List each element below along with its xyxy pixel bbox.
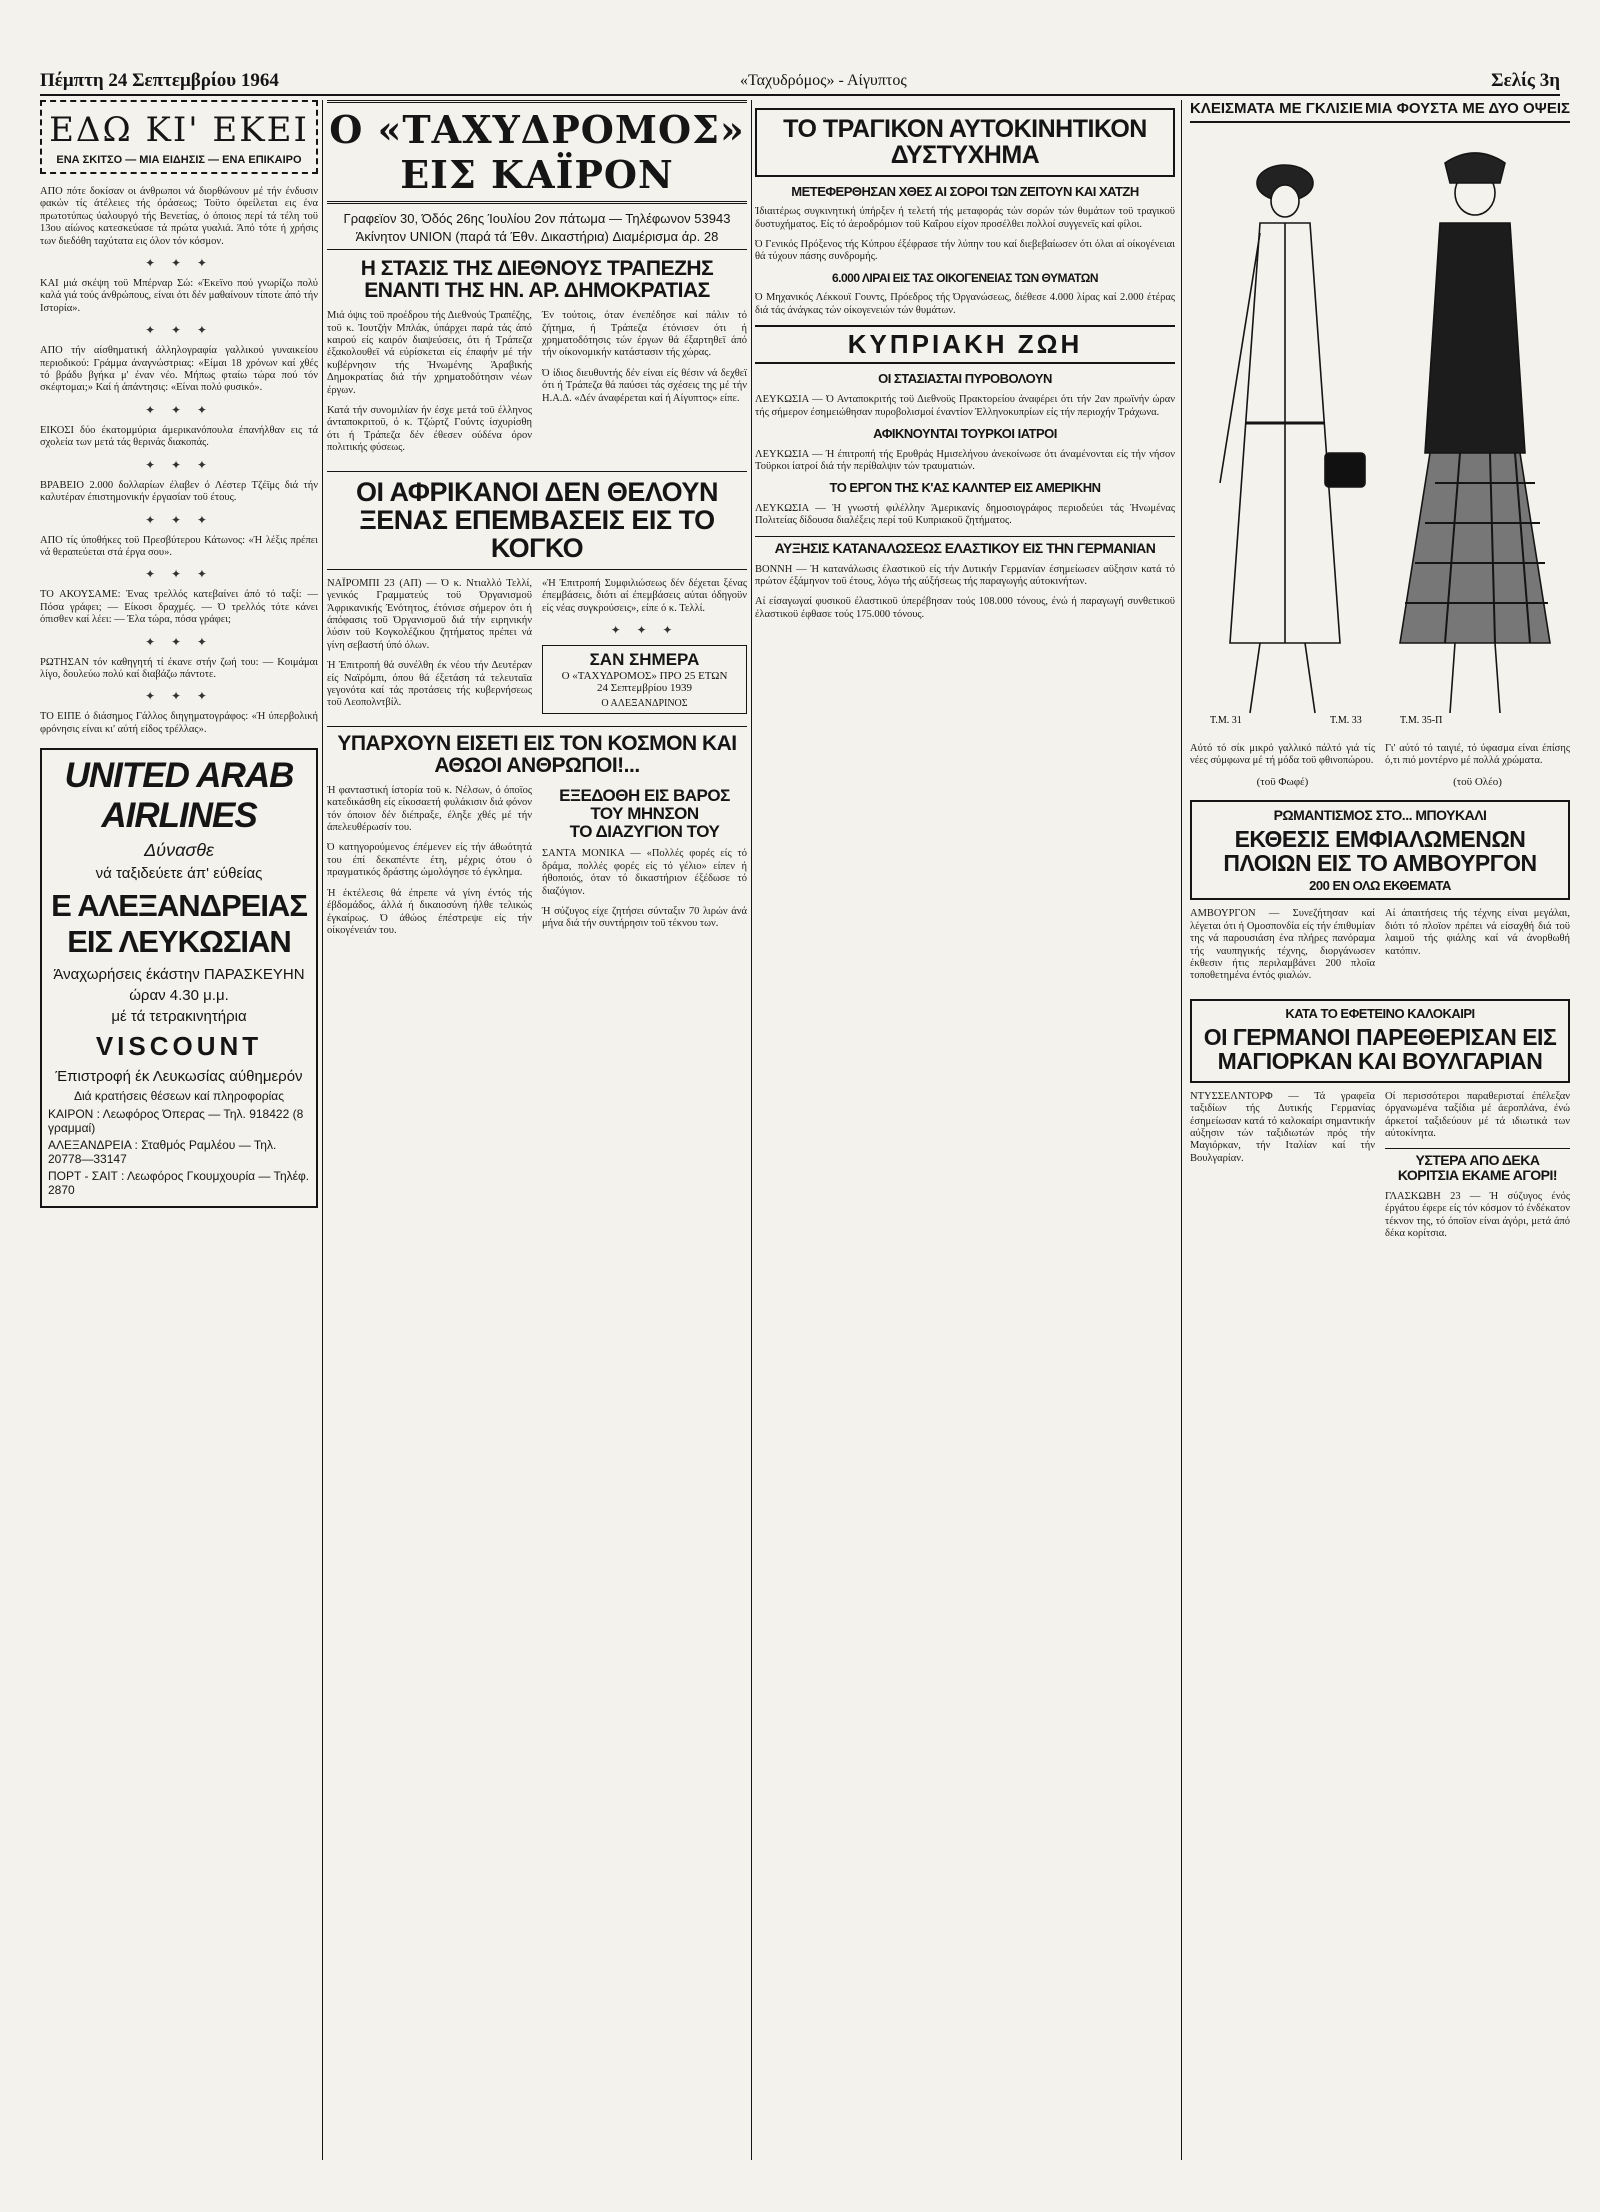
paragraph: ΑΠΟ τήν αίσθηματική άλληλογραφία γαλλικού γυναικείου περιοδικού: Γράμμα άναγνώστριας: «Είμαι 18 χρόνων καί χθές τό βράδυ βγήκα μ' έναν νέο. Μήπως φταίω τώρα πού τόν σκέφτομαι;» Καί ή άπάντησις: «Είναι πολύ φυσικό». <box>40 345 318 394</box>
paragraph: ΒΟΝΝΗ — Ή κατανάλωσις έλαστικοϋ είς τήν Δυτικήν Γερμανίαν έσημείωσεν αϋξησιν κατά τό πρώτον έξάμηνον τοϋ έτους, λόγω τής αύξήσεως τής παραγωγής αύτοκινήτων. <box>755 563 1175 587</box>
paragraph: ΤΟ ΕΙΠΕ ό διάσημος Γάλλος διηγηματογράφος: «Ή ύπερβολική φρόνησις είναι κι' αύτή είδος τρέλλας». <box>40 711 318 735</box>
fashion-illustrations <box>1190 123 1570 743</box>
two-column-text <box>327 785 747 945</box>
headline-divorce <box>542 787 747 841</box>
two-column-text <box>1190 908 1570 990</box>
column-rule <box>751 100 752 2160</box>
ad-office-alexandria: ΑΛΕΞΑΝΔΡΕΙΑ : Σταθμός Ραμλέου — Τηλ. 20778—33147 <box>48 1138 277 1167</box>
two-column-text <box>327 578 747 718</box>
paragraph: «Ή Έπιτροπή Συμφιλιώσεως δέν δέχεται ξένας έπεμβάσεις, διότι αί έπεμβάσεις αύται όδηγοϋν είς νέας συγκρούσεις», είπε ό κ. Τελλί. <box>542 577 747 614</box>
separator: ✦ ✦ ✦ <box>145 689 213 704</box>
hair-shape <box>1445 153 1505 183</box>
paragraph: Ό ίδιος διευθυντής δέν είναι είς θέσιν νά δεχθεϊ ότι ή Τράπεζα θά παύσει τάς σχέσεις της μέ τήν Η.Α.Δ. «Δέν άναφέρεται καί ή Αίγυπτος» είπε. <box>542 367 747 404</box>
headline-line: ΕΞΕΔΟΘΗ ΕΙΣ ΒΑΡΟΣ <box>559 785 730 805</box>
section-title: ΕΔΩ ΚΙ' ΕΚΕΙ <box>49 110 309 150</box>
paragraph: Αί είσαγωγαί φυσικοϋ έλαστικοϋ ύπερέβησαν τούς 108.000 τόνους, ένώ ή παραγωγή συνθετικοϋ έλαστικοϋ έφθασε τούς 175.000 τόνους. <box>755 596 1175 620</box>
kicker: ΡΩΜΑΝΤΙΣΜΟΣ ΣΤΟ... ΜΠΟΥΚΑΛΙ <box>1273 806 1487 823</box>
paragraph: ΣΑΝΤΑ ΜΟΝΙΚΑ — «Πολλές φορές είς τό δράμα, πολλές φορές είς τό γέλιο» είπεν ή ήθοποιός, όταν τό δικαστήριον έξέδωσε τό διαζύγιον. <box>542 848 747 897</box>
anniversary-date: 24 Σεπτεμβρίου 1939 <box>596 681 692 694</box>
tag-label: T.M. 35-Π <box>1400 715 1443 726</box>
ad-office-cairo: ΚΑΙΡΟΝ : Λεωφόρος Όπερας — Τηλ. 918422 (8 γραμμαί) <box>48 1107 304 1136</box>
paragraph: Ή έκτέλεσις θά έπρεπε νά γίνη έντός τής έβδομάδος, άλλά ή δικαιοσύνη ήλθε τελικώς έγκαίρως. Ό άθώος έπέστρεψε είς τήν οίκογένειάν του. <box>327 887 532 936</box>
separator: ✦ ✦ ✦ <box>145 256 213 271</box>
subheadline: ΟΙ ΣΤΑΣΙΑΣΤΑΙ ΠΥΡΟΒΟΛΟΥΝ <box>878 371 1052 387</box>
paragraph: ΛΕΥΚΩΣΙΑ — Ό Ανταποκριτής τοϋ Διεθνοϋς Πρακτορείου άναφέρει ότι τήν 2αν πρωϊνήν ώραν τής σήμερον έσημειώθησαν πυροβολισμοί έναντίον Έλληνοκυπρίων είς τήν περιοχήν Τράχωνα. <box>755 394 1175 418</box>
leg-line <box>1495 643 1500 713</box>
leg-line <box>1450 643 1455 713</box>
separator: ✦ ✦ ✦ <box>145 634 213 649</box>
paragraph: Ή Έπιτροπή θά συνέλθη έκ νέου τήν Δευτέραν είς Ναϊρόμπι, όπου θά έξετάση τά τελευταϊα γεγονότα καί τάς προτάσεις τής κυβερνήσεως τοϋ Λεοπολντβίλ. <box>327 660 532 709</box>
office-address <box>327 210 747 250</box>
ad-line: Διά κρατήσεις θέσεων καί πληροφορίας <box>73 1089 285 1104</box>
head-shape <box>1271 185 1299 217</box>
paragraph: ΚΑΙ μιά σκέψη τοϋ Μπέρναρ Σώ: «Έκεϊνο πού γνωρίζω πολύ καλά γιά τούς άνθρώπους, είναι ότι δέν μαθαίνουν τίποτε άπό τήν Ιστορία». <box>40 278 318 314</box>
paragraph: ΑΜΒΟΥΡΓΟΝ — Συνεζήτησαν καί λέγεται ότι ή Ομοσπονδία είς τήν έπιθυμίαν της νά παρουσιάση ένα πλήρες πανόραμα τής ναυπηγικής τέχνης, διοργάνωσεν έκθεσιν ήτις περιλαμβάνει 200 πλοϊα τοποθετημένα έντός φιαλών. <box>1190 908 1375 982</box>
paragraph: ΤΟ ΑΚΟΥΣΑΜΕ: Ένας τρελλός κατεβαίνει άπό τό ταξί: — Πόσα γράφει; — Είκοσι δραχμές. — Ό τρελλός τότε κάνει όπισθεν καί λέει: — Έλα τώρα, πόσα γράφει; <box>40 589 318 626</box>
column-4 <box>1190 100 1570 2180</box>
paragraph: ΒΡΑΒΕΙΟ 2.000 δολλαρίων έλαβεν ό Λέστερ Τζέϊμς διά τήν καλυτέραν έπιστημονικήν έργασίαν τοϋ έτους. <box>40 479 318 504</box>
paragraph: ΓΛΑΣΚΩΒΗ 23 — Ή σύζυγος ένός έργάτου έφερε είς τόν κόσμον τό ένδέκατον τέκνον της, τό όποϊον είναι άγόρι, μετά άπό δέκα κορίτσια. <box>1385 1190 1570 1239</box>
paragraph: Κατά τήν συνομιλίαν ήν έσχε μετά τοϋ έλληνος άνταποκριτοϋ, ό κ. Τζώρτζ Γούντς ίσχυρίσθη ότι ή Τράπεζα δέν έθεσεν ούδένα όρον πολιτικής φύσεως. <box>327 405 532 454</box>
cairo-flag-title: Ο «ΤΑΧΥΔΡΟΜΟΣ» ΕΙΣ ΚΑΪΡΟΝ <box>327 100 747 204</box>
paragraph: ΛΕΥΚΩΣΙΑ — Ή έπιτροπή τής Ερυθράς Ημισελήνου άνεκοίνωσε ότι άναμένονται είς τήν νήσον Τοϋρκοι ίατροί διά τήν περίθαλψιν τών τραυματιών. <box>755 448 1175 472</box>
paragraph: Ό Γενικός Πρόξενος τής Κύπρου έξέφρασε τήν λύπην του καί διεβεβαίωσεν ότι όλαι αί οίκογένειαι θά τύχουν πάσης συνδρομής. <box>755 238 1175 263</box>
paragraph: Ό κατηγορούμενος έπέμενεν είς τήν άθωότητά του έπί δεκαπέντε έτη, μέχρις ότου ό πραγματικός δράστης ώμολόγησε τό έγκλημα. <box>327 842 532 879</box>
section-header-edo-ki-ekei <box>40 100 318 174</box>
address-line: Γραφεϊον 30, Όδός 26ης Ίουλίου 2ον πάτωμα — Τηλέφωνον 53943 <box>343 211 731 226</box>
leg-line <box>1305 643 1315 713</box>
figure-left <box>1220 165 1365 713</box>
paragraph: Ίδιαιτέρως συγκινητική ύπήρξεν ή τελετή τής μεταφοράς τών σορών τών θυμάτων τοϋ τραγικοϋ δυστυχήματος. Είς τό άεροδρόμιον τοϋ Καΐρου είχον προσέλθει πολλοί συγγενεϊς καί φίλοι. <box>755 206 1175 230</box>
masthead-page: Σελίς 3η <box>1491 70 1560 91</box>
headline-germans-vacation: ΟΙ ΓΕΡΜΑΝΟΙ ΠΑΡΕΘΕΡΙΣΑΝ ΕΙΣ ΜΑΓΙΟΡΚΑΝ ΚΑΙ ΒΟΥΛΓΑΡΙΑΝ <box>1203 1023 1557 1074</box>
caption-sign: (τοϋ Ολέο) <box>1453 775 1502 788</box>
masthead-date: Πέμπτη 24 Σεπτεμβρίου 1964 <box>40 70 279 91</box>
leg-line <box>1250 643 1260 713</box>
tag-label: T.M. 33 <box>1330 715 1362 726</box>
separator: ✦ ✦ ✦ <box>145 402 213 417</box>
headline-world-bank: Η ΣΤΑΣΙΣ ΤΗΣ ΔΙΕΘΝΟΥΣ ΤΡΑΠΕΖΗΣ ΕΝΑΝΤΙ ΤΗΣ ΗΝ. ΑΡ. ΔΗΜΟΚΡΑΤΙΑΣ <box>360 257 714 303</box>
ad-line: Δύνασθε <box>144 840 214 861</box>
paragraph: Ό Μηχανικός Λέκκουϊ Γουντς, Πρόεδρος τής Όργανώσεως, διέθεσε 4.000 λίρας καί 2.000 έτέρας διά τάς άνάγκας τών οίκογενειών τών θυμάτων. <box>755 292 1175 316</box>
ad-route: Ε ΑΛΕΞΑΝΔΡΕΙΑΣ ΕΙΣ ΛΕΥΚΩΣΙΑΝ <box>51 888 307 960</box>
anniversary-sub: Ο «ΤΑΧΥΔΡΟΜΟΣ» ΠΡΟ 25 ΕΤΩΝ <box>561 669 728 682</box>
caption-left: Αύτό τό σίκ μικρό γαλλικό πάλτό γιά τίς νέες σύμφωνα μέ τή μόδα τοϋ φθινοπώρου. <box>1190 743 1375 767</box>
headline-innocent-people: ΥΠΑΡΧΟΥΝ ΕΙΣΕΤΙ ΕΙΣ ΤΟΝ ΚΟΣΜΟΝ ΚΑΙ ΑΘΩΟΙ ΑΝΘΡΩΠΟΙ!... <box>327 726 747 777</box>
caption-right: Γι' αύτό τό ταιγιέ, τό ύφασμα είναι έπίσης ό,τι πιό μοντέρνο μέ πολλά χρώματα. <box>1385 743 1570 767</box>
headline-bottle-ships: ΕΚΘΕΣΙΣ ΕΜΦΙΑΛΩΜΕΝΩΝ ΠΛΟΙΩΝ ΕΙΣ ΤΟ ΑΜΒΟΥΡΓΟΝ <box>1223 825 1537 876</box>
fashion-headers <box>1190 100 1570 123</box>
kicker: ΚΑΤΑ ΤΟ ΕΦΕΤΕΙΝΟ ΚΑΛΟΚΑΙΡΙ <box>1285 1005 1475 1021</box>
paragraph: Αί άπαιτήσεις τής τέχνης είναι μεγάλαι, διότι τό πλοϊον πρέπει νά είσαχθή διά τοϋ λαιμοϋ τής φιάλης καί νά άνορθωθή κατόπιν. <box>1385 908 1570 957</box>
subheadline: ΑΦΙΚΝΟΥΝΤΑΙ ΤΟΥΡΚΟΙ ΙΑΤΡΟΙ <box>873 425 1057 441</box>
paragraph: ΑΠΟ τίς ύποθήκες τοϋ Πρεσβύτερου Κάτωνος: «Ή λέξις πρέπει νά θεραπεύεται στά έργα σου». <box>40 534 318 558</box>
paragraph: ΕΙΚΟΣΙ δύο έκατομμύρια άμερικανόπουλα έπανήλθαν εις τά σχολεία των μετά τάς θερινάς διακοπάς. <box>40 424 318 449</box>
caption-sign: (τοϋ Φωφέ) <box>1256 775 1309 788</box>
fashion-figures-illustration <box>1190 123 1570 743</box>
masthead <box>40 70 1560 96</box>
column-3 <box>755 100 1175 2180</box>
ad-plane: VISCOUNT <box>95 1031 263 1062</box>
headline-africans-congo: ΟΙ ΑΦΡΙΚΑΝΟΙ ΔΕΝ ΘΕΛΟΥΝ ΞΕΝΑΣ ΕΠΕΜΒΑΣΕΙΣ ΕΙΣ ΤΟ ΚΟΓΚΟ <box>327 471 747 570</box>
separator: ✦ ✦ ✦ <box>610 622 679 637</box>
paragraph: Ή σύζυγος είχε ζητήσει σύνταξιν 70 λιρών άνά μήνα διά τήν συντήρησιν τοϋ τέκνου των. <box>542 906 747 930</box>
separator: ✦ ✦ ✦ <box>145 512 213 527</box>
anniversary-sign: Ο ΑΛΕΞΑΝΔΡΙΝΟΣ <box>601 697 688 709</box>
address-line: Άκίνητον UNION (παρά τά Έθν. Δικαστήρια) Διαμέρισμα άρ. 28 <box>355 228 719 244</box>
headline-boy-after-ten-girls: ΥΣΤΕΡΑ ΑΠΟ ΔΕΚΑ ΚΟΡΙΤΣΙΑ ΕΚΑΜΕ ΑΓΟΡΙ! <box>1385 1148 1570 1182</box>
ad-line: νά ταξιδεύετε άπ' εύθείας <box>95 865 263 883</box>
anniversary-box <box>542 645 747 714</box>
fashion-title-right: ΜΙΑ ΦΟΥΣΤΑ ΜΕ ΔΥΟ ΟΨΕΙΣ <box>1364 100 1570 117</box>
paragraph: ΝΑΪΡΟΜΠΙ 23 (ΑΠ) — Ό κ. Ντιαλλό Τελλί, γενικός Γραμματεύς τοϋ Όργανισμοϋ Άφρικανικής Ένότητος, έτόνισε σήμερον ότι ή άπόφασις τοϋ Όργανισμοϋ διά τήν ειρηνικήν λύσιν τοϋ Κογκολέζικου ζητήματος πρέπει νά γίνη σεβαστή ύπό όλων. <box>327 577 532 651</box>
fashion-title-left: ΚΛΕΙΣΜΑΤΑ ΜΕ ΓΚΛΙΣΙΕ <box>1190 100 1364 117</box>
column-1 <box>40 100 318 2180</box>
separator: ✦ ✦ ✦ <box>145 457 213 472</box>
subheadline: 200 ΕΝ ΟΛΩ ΕΚΘΕΜΑΤΑ <box>1309 877 1451 893</box>
ad-line: ώραν 4.30 μ.μ. <box>129 987 229 1005</box>
paragraph: ΝΤΥΣΣΕΛΝΤΟΡΦ — Τά γραφεϊα ταξιδίων τής Δυτικής Γερμανίας έσημείωσαν κατά τό καλοκαίρι σημαντικήν αύξησιν τών ταξιδιωτών πρός τήν Μαγιόρκαν, τήν Ιταλίαν καί τήν Βουλγαρίαν. <box>1190 1090 1375 1164</box>
section-cypriot-life: ΚΥΠΡΙΑΚΗ ΖΩΗ <box>755 325 1175 364</box>
german-vacation-box <box>1190 999 1570 1083</box>
paragraph: Μιά όψις τοϋ προέδρου τής Διεθνούς Τραπέζης, τοϋ κ. Ίουτζήν Μπλάκ, ύπάρχει παρά τάς άπό καιρού είς καιρόν διαψεύσεις, ότι ή Τράπεζα έξακολουθεϊ νά εύρίσκεται είς έπαφήν μέ τήν κυβέρνησιν τής Ήνωμένης Άραβικής Δημοκρατίας διά τήν χρηματοδότησιν νέων έργων. <box>327 310 532 396</box>
airline-advertisement <box>40 748 318 1208</box>
two-column-text <box>1190 1091 1570 1249</box>
separator: ✦ ✦ ✦ <box>145 323 213 338</box>
paragraph: Ή φανταστική ίστορία τοϋ κ. Νέλσων, ό όποϊος κατεδικάσθη είς είκοσαετή φυλάκισιν διά φόνον τόν όποιον δέν διέπραξε, έληξε χθές μέ τήν άπελευθέρωσίν του. <box>327 784 532 834</box>
subheadline: ΜΕΤΕΦΕΡΘΗΣΑΝ ΧΘΕΣ ΑΙ ΣΟΡΟΙ ΤΩΝ ΖΕΙΤΟΥΝ ΚΑΙ ΧΑΤΖΗ <box>791 183 1139 199</box>
paragraph: Οί περισσότεροι παραθερισταί έπέλεξαν όργανωμένα ταξίδια μέ άεροπλάνα, ένώ άρκετοί ταξιδεύουν μέ τά ιδιωτικά των αύτοκίνητα. <box>1385 1090 1570 1139</box>
two-column-layout <box>755 100 1175 629</box>
jacket-shape <box>1425 223 1525 453</box>
ad-line: μέ τά τετρακινητήρια <box>111 1008 247 1026</box>
subheadline: 6.000 ΛΙΡΑΙ ΕΙΣ ΤΑΣ ΟΙΚΟΓΕΝΕΙΑΣ ΤΩΝ ΘΥΜΑΤΩΝ <box>831 270 1099 285</box>
subheadline: ΤΟ ΕΡΓΟΝ ΤΗΣ Κ'ΑΣ ΚΑΛΝΤΕΡ ΕΙΣ ΑΜΕΡΙΚΗΝ <box>829 480 1101 496</box>
fashion-captions <box>1190 743 1570 792</box>
masthead-paper: «Ταχυδρόμος» - Αίγυπτος <box>740 72 907 89</box>
paragraph: ΑΠΟ πότε δοκίσαν οι άνθρωποι νά διορθώνουν μέ τήν ένδυσιν φακών τίς άτέλειες τής όράσεως; Τοϋτο όφείλεται εις ένα πρωτοτύπως ύαλουργό τής Βενετίας, ό όποιος περί τά τέλη τοϋ 13ου αίώνος κατεσκεύασε τά πρώτα γυαλιά. Άπό τότε ή χρήσις των διεδόθη ταχύτατα εις όλον τόν κόσμον. <box>40 186 318 247</box>
handbag-shape <box>1325 453 1365 487</box>
column-rule <box>1181 100 1182 2160</box>
paragraph: Έν τούτοις, όταν ένεπέδησε καί πάλιν τό ζήτημα, ή Τράπεζα έτόνισεν ότι ή χρηματοδότησις τών έργων θά έξαρτηθεϊ άπό τήν οίκονομικήν κατάστασιν τής χώρας. <box>542 310 747 359</box>
paragraph: ΛΕΥΚΩΣΙΑ — Ή γνωστή φιλέλλην Άμερικανίς δημοσιογράφος περιοδεύει τάς Ήνωμένας Πολιτείας δίδουσα διαλέξεις περί τοϋ Κυπριακοϋ ζητήματος. <box>755 503 1175 527</box>
paragraph: ΡΩΤΗΣΑΝ τόν καθηγητή τί έκανε στήν ζωή του: — Κοιμάμαι λίγο, δουλεύω πολύ καί διαβάζω πάντοτε. <box>40 656 318 680</box>
column-2 <box>327 100 747 2180</box>
section-subtitle: ΕΝΑ ΣΚΙΤΣΟ — ΜΙΑ ΕΙΔΗΣΙΣ — ΕΝΑ ΕΠΙΚΑΙΡΟ <box>56 154 302 166</box>
ad-line: Έπιστροφή έκ Λευκωσίας αύθημερόν <box>55 1068 303 1086</box>
ad-brand: UNITED ARAB AIRLINES <box>64 756 294 836</box>
column-rule <box>322 100 323 2160</box>
ad-office-port-said: ΠΟΡΤ - ΣΑΙΤ : Λεωφόρος Γκουμχουρία — Τηλέφ. 2870 <box>48 1169 310 1198</box>
headline-line: ΤΟΥ ΜΗΝΣΟΝ <box>590 803 699 823</box>
anniversary-title: ΣΑΝ ΣΗΜΕΡΑ <box>589 649 700 669</box>
ad-line: Άναχωρήσεις έκάστην ΠΑΡΑΣΚΕΥΗΝ <box>53 966 305 984</box>
hamburg-exhibition-box <box>1190 800 1570 901</box>
figure-right <box>1400 153 1550 713</box>
tag-label: T.M. 31 <box>1210 715 1242 726</box>
headline-rubber: ΑΥΞΗΣΙΣ ΚΑΤΑΝΑΛΩΣΕΩΣ ΕΛΑΣΤΙΚΟΥ ΕΙΣ ΤΗΝ ΓΕΡΜΑΝΙΑΝ <box>755 536 1175 556</box>
headline-car-accident: ΤΟ ΤΡΑΓΙΚΟΝ ΑΥΤΟΚΙΝΗΤΙΚΟΝ ΔΥΣΤΥΧΗΜΑ <box>755 108 1175 177</box>
separator: ✦ ✦ ✦ <box>145 567 213 582</box>
headline-line: ΤΟ ΔΙΑΖΥΓΙΟΝ ΤΟΥ <box>569 821 720 841</box>
two-column-text <box>327 310 747 462</box>
